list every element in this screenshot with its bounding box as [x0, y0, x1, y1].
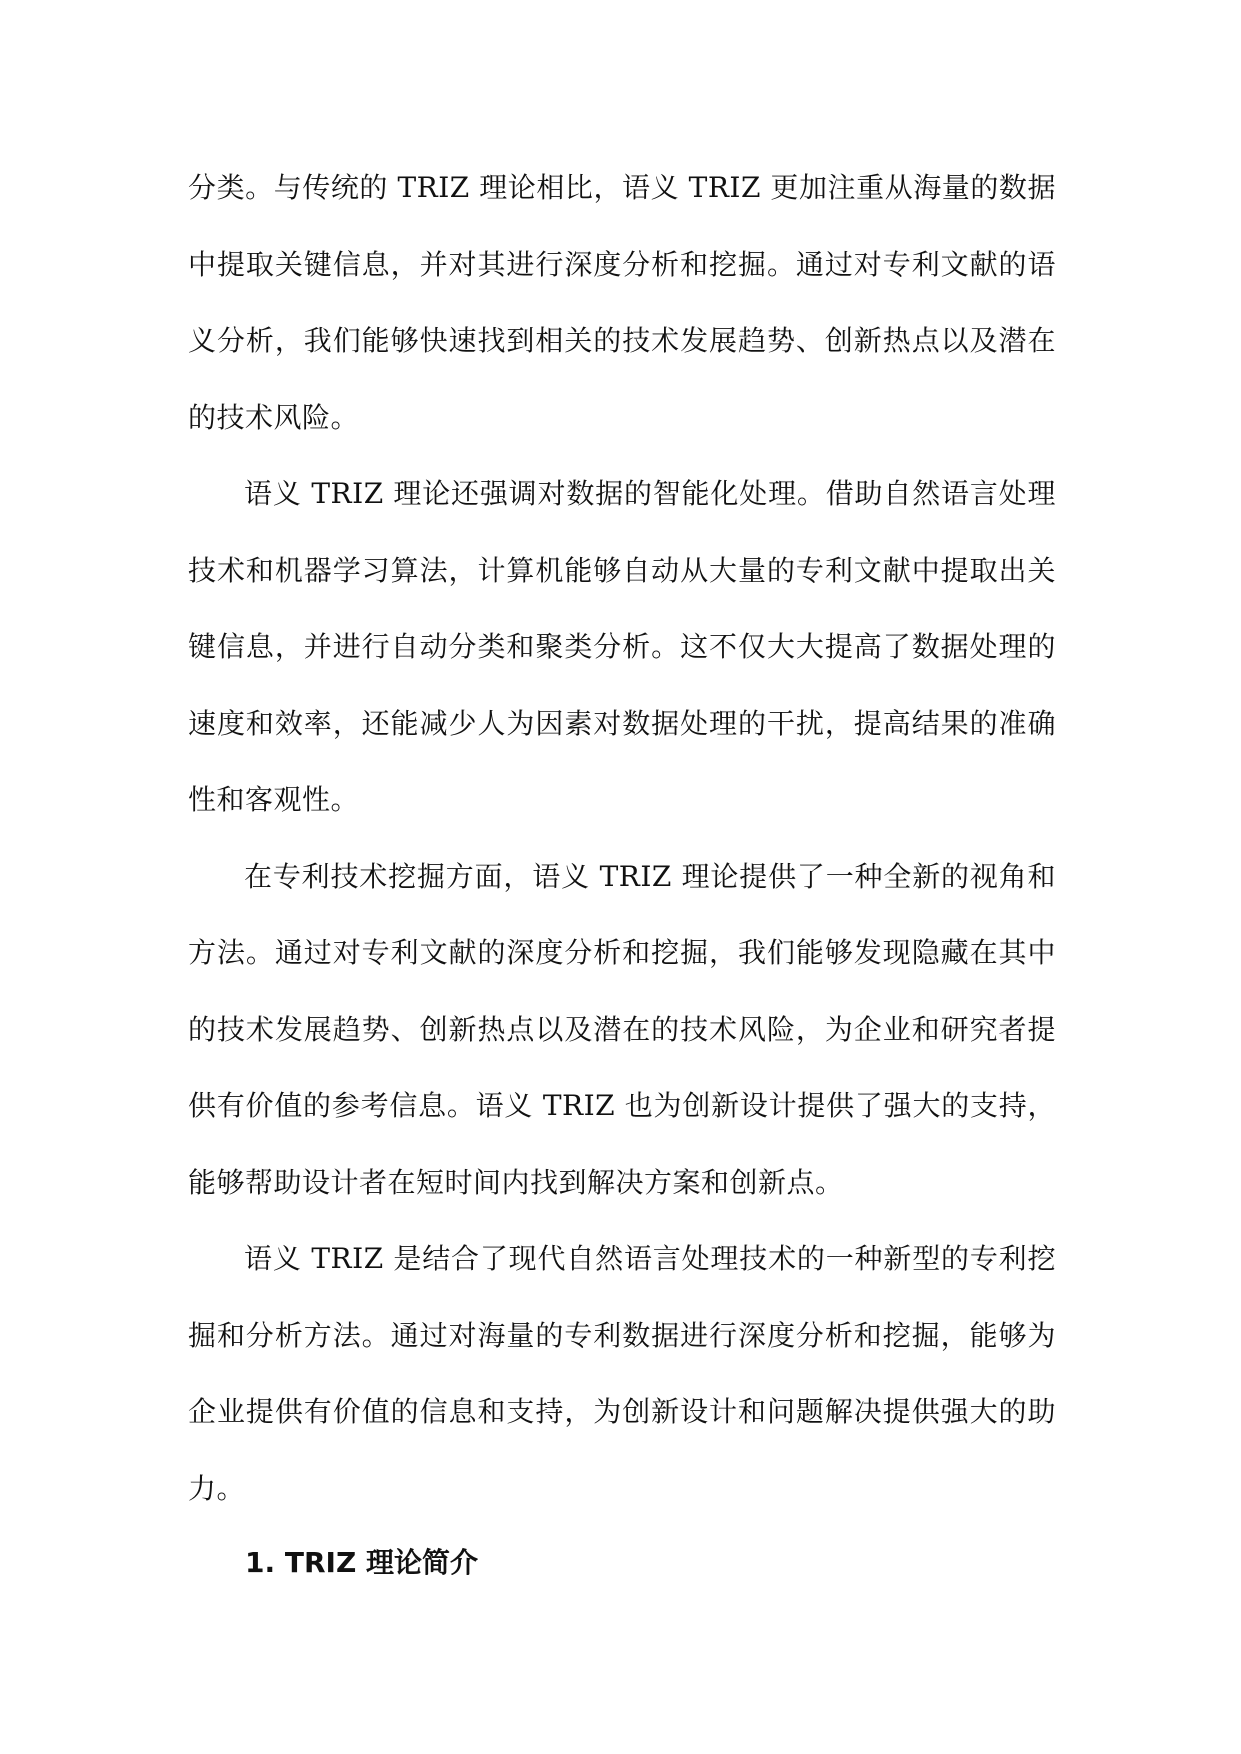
paragraph-3: 在专利技术挖掘方面，语义 TRIZ 理论提供了一种全新的视角和方法。通过对专利文献的深度分析和挖掘，我们能够发现隐藏在其中的技术发展趋势、创新热点以及潜在的技术风险，为企业和研究者提供有价值的参考信息。语义 TRIZ 也为创新设计提供了强大的支持，能够帮助设计者在短时间内找到解决方案和创新点。 [188, 859, 1056, 1199]
paragraph-2: 语义 TRIZ 理论还强调对数据的智能化处理。借助自然语言处理技术和机器学习算法，计算机能够自动从大量的专利文献中提取出关键信息，并进行自动分类和聚类分析。这不仅大大提高了数据处理的速度和效率，还能减少人为因素对数据处理的干扰，提高结果的准确性和客观性。 [188, 477, 1056, 816]
section-heading: 1. TRIZ 理论简介 [245, 1546, 478, 1579]
paragraph-1: 分类。与传统的 TRIZ 理论相比，语义 TRIZ 更加注重从海量的数据中提取关键信息，并对其进行深度分析和挖掘。通过对专利文献的语义分析，我们能够快速找到相关的技术发展趋势、创新热点以及潜在的技术风险。 [188, 171, 1056, 434]
document-body [188, 150, 1056, 1527]
paragraph-4: 语义 TRIZ 是结合了现代自然语言处理技术的一种新型的专利挖掘和分析方法。通过对海量的专利数据进行深度分析和挖掘，能够为企业提供有价值的信息和支持，为创新设计和问题解决提供强大的助力。 [188, 1242, 1056, 1505]
